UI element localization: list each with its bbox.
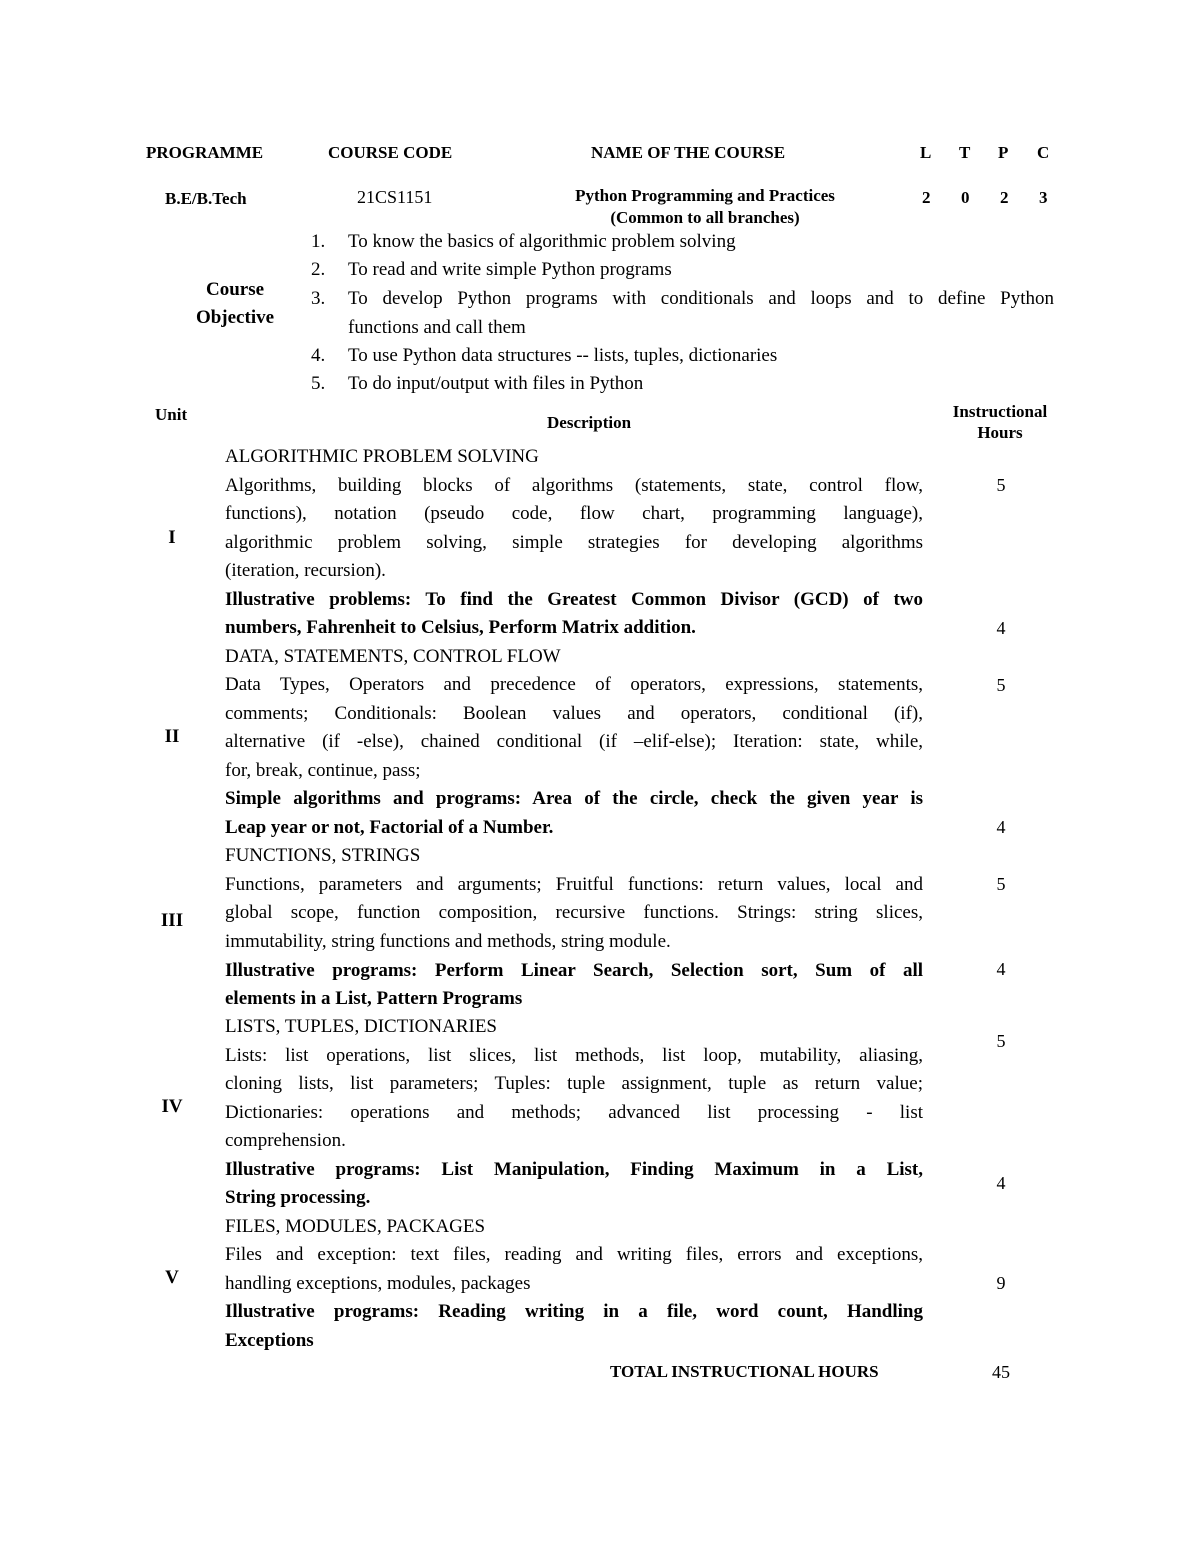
course-code: 21CS1151 [357,187,433,207]
illustrative-line: String processing. [225,1187,371,1208]
unit-title: LISTS, TUPLES, DICTIONARIES [225,1016,497,1037]
unit-description-line: Algorithms, building blocks of algorithms (statements, state, control flow, [225,475,923,496]
header-c: C [1037,143,1050,162]
unit-description-line: global scope, function composition, recursive functions. Strings: string slices, [225,902,923,923]
objective-item: To know the basics of algorithmic problem solving [348,231,736,252]
unit-hours: 9 [996,1273,1006,1293]
table-header-unit: Unit [155,405,188,424]
unit-title: FILES, MODULES, PACKAGES [225,1216,486,1237]
objective-num: 3. [311,288,326,309]
unit-description-line: Functions, parameters and arguments; Fruitful functions: return values, local and [225,874,923,895]
table-header-hours-line1: Instructional [952,402,1048,421]
unit-description-line: for, break, continue, pass; [225,760,421,781]
header-p: P [998,143,1009,162]
objective-num: 2. [311,259,326,280]
unit-number: II [164,726,180,747]
unit-description-line: Files and exception: text files, reading and writing files, errors and exceptions, [225,1244,923,1265]
course-c: 3 [1039,188,1048,207]
illustrative-line: numbers, Fahrenheit to Celsius, Perform Matrix addition. [225,617,696,638]
illustrative-line: Simple algorithms and programs: Area of the circle, check the given year is [225,788,923,809]
unit-title: ALGORITHMIC PROBLEM SOLVING [225,446,539,467]
illustrative-line: Leap year or not, Factorial of a Number. [225,817,554,838]
header-course-code: COURSE CODE [328,143,453,162]
unit-number: V [165,1267,179,1288]
illustrative-hours: 4 [996,959,1006,979]
unit-description-line: Dictionaries: operations and methods; advanced list processing - list [225,1102,923,1123]
unit-description-line: handling exceptions, modules, packages [225,1273,531,1294]
unit-description-line: algorithmic problem solving, simple strategies for developing algorithms [225,532,923,553]
table-header-hours-line2: Hours [977,423,1023,442]
illustrative-line: Illustrative programs: List Manipulation, Finding Maximum in a List, [225,1159,923,1180]
objective-item: To read and write simple Python programs [348,259,672,280]
unit-description-line: functions), notation (pseudo code, flow chart, programming language), [225,503,923,524]
objective-label-line1: Course [205,279,265,300]
unit-description-line: comprehension. [225,1130,346,1151]
unit-hours: 5 [996,1031,1006,1051]
illustrative-line: Illustrative programs: Perform Linear Search, Selection sort, Sum of all [225,960,923,981]
objective-item-continued: functions and call them [348,317,526,338]
unit-number: III [160,910,184,931]
unit-title: FUNCTIONS, STRINGS [225,845,421,866]
total-label: TOTAL INSTRUCTIONAL HOURS [610,1362,879,1381]
course-t: 0 [961,188,970,207]
course-l: 2 [922,188,931,207]
course-name: Python Programming and Practices [575,186,835,205]
unit-title: DATA, STATEMENTS, CONTROL FLOW [225,646,561,667]
objective-item: To develop Python programs with conditionals and loops and to define Python [348,288,1054,309]
objective-item: To do input/output with files in Python [348,373,644,394]
total-value: 45 [992,1362,1010,1382]
header-programme: PROGRAMME [146,143,264,162]
illustrative-line: Illustrative problems: To find the Greatest Common Divisor (GCD) of two [225,589,923,610]
unit-number: I [168,527,176,548]
illustrative-hours: 4 [996,1173,1006,1193]
table-header-description: Description [547,413,632,432]
objective-label-line2: Objective [195,307,275,328]
unit-hours: 5 [996,675,1006,695]
header-l: L [920,143,932,162]
unit-hours: 5 [996,475,1006,495]
illustrative-hours: 4 [996,817,1006,837]
unit-description-line: comments; Conditionals: Boolean values and operators, conditional (if), [225,703,923,724]
unit-description-line: cloning lists, list parameters; Tuples: tuple assignment, tuple as return value; [225,1073,923,1094]
course-programme: B.E/B.Tech [165,189,247,208]
unit-number: IV [161,1096,183,1117]
objective-num: 1. [311,231,326,252]
header-course-name: NAME OF THE COURSE [591,143,786,162]
illustrative-hours: 4 [996,618,1006,638]
unit-description-line: (iteration, recursion). [225,560,386,581]
header-t: T [959,143,971,162]
objective-num: 5. [311,373,326,394]
objective-item: To use Python data structures -- lists, tuples, dictionaries [348,345,778,366]
illustrative-line: Illustrative programs: Reading writing in a file, word count, Handling [225,1301,923,1322]
unit-description-line: alternative (if -else), chained conditional (if –elif-else); Iteration: state, while, [225,731,923,752]
illustrative-line: Exceptions [225,1330,314,1351]
unit-description-line: Data Types, Operators and precedence of operators, expressions, statements, [225,674,923,695]
illustrative-line: elements in a List, Pattern Programs [225,988,523,1009]
unit-description-line: Lists: list operations, list slices, list methods, list loop, mutability, aliasing, [225,1045,923,1066]
course-name-note: (Common to all branches) [610,208,800,227]
unit-description-line: immutability, string functions and methods, string module. [225,931,671,952]
objective-num: 4. [311,345,326,366]
unit-hours: 5 [996,874,1006,894]
course-p: 2 [1000,188,1009,207]
